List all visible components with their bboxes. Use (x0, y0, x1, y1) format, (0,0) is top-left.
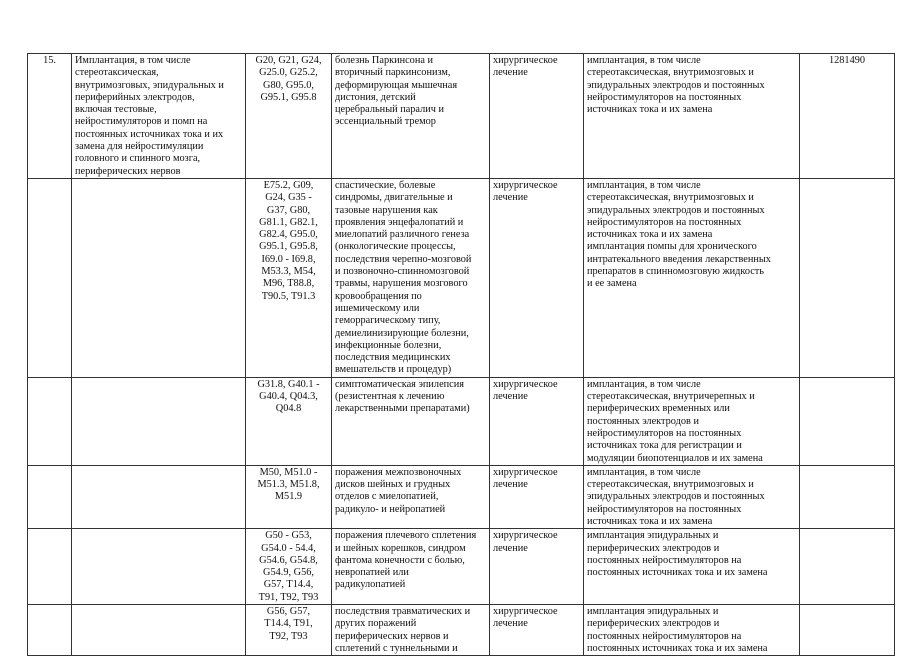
treatment-type-cell (490, 465, 584, 528)
treatment-method-line: интратекального введения лекарственных (587, 253, 771, 265)
treatment-method-line: источниках тока и их замена (587, 515, 713, 527)
treatment-method-line: стереотаксическая, внутримозговых и (587, 192, 754, 204)
treatment-type-line: лечение (493, 618, 528, 630)
procedure-name-cell (72, 178, 246, 377)
treatment-method-cell (584, 377, 800, 465)
treatment-method-line: постоянных нейростимуляторов на (587, 554, 742, 566)
icd-codes-line: Q04.8 (275, 403, 302, 415)
patient-model-line: вмешательств и процедур) (335, 364, 452, 376)
icd-codes-cell (246, 465, 332, 528)
patient-model-cell (332, 605, 490, 656)
treatment-type-line: хирургическое (493, 606, 558, 618)
patient-model-line: синдромы, двигательные и (335, 192, 453, 204)
procedure-name-line: нейростимуляторов и помп на (75, 116, 208, 128)
treatment-method-cell (584, 529, 800, 605)
table-body (28, 54, 895, 656)
icd-codes-line: G56, G57, (266, 606, 311, 618)
procedure-name-cell (72, 377, 246, 465)
icd-codes-line: G54.6, G54.8, (259, 554, 318, 566)
treatment-type-line: хирургическое (493, 179, 558, 191)
treatment-method-line: имплантация, в том числе (587, 466, 701, 478)
treatment-method-line: периферических временных или (587, 403, 730, 415)
price-cell (800, 529, 895, 605)
treatment-type-line: хирургическое (493, 55, 558, 66)
treatment-type-line: лечение (493, 479, 528, 491)
icd-codes-line: G50 - G53, (265, 530, 312, 542)
treatment-type-line: хирургическое (493, 530, 558, 542)
patient-model-line: радикуло- и нейропатией (335, 503, 446, 515)
icd-codes-line: G31.8, G40.1 - (257, 378, 320, 390)
patient-model-line: поражения межпозвоночных (335, 466, 462, 478)
patient-model-line: церебральный паралич и (335, 104, 444, 116)
patient-model-line: сплетений с туннельными и (335, 642, 458, 654)
table-row (28, 377, 895, 465)
table-row (28, 529, 895, 605)
treatment-method-line: нейростимуляторов на постоянных (587, 427, 742, 439)
icd-codes-line: T14.4, T91, (264, 618, 313, 630)
treatment-method-line: эпидуральных электродов и постоянных (587, 204, 765, 216)
icd-codes-cell (246, 605, 332, 656)
treatment-method-cell (584, 178, 800, 377)
treatment-method-line: препаратов в спинномозговую жидкость (587, 266, 764, 278)
treatment-method-line: имплантация, в том числе (587, 378, 701, 390)
treatment-type-cell (490, 178, 584, 377)
procedure-name-line: Имплантация, в том числе (75, 55, 191, 66)
treatment-method-cell (584, 54, 800, 179)
procedure-name-line: периферических нервов (75, 165, 181, 177)
treatment-method-line: постоянных источниках тока и их замена (587, 567, 768, 579)
treatment-type-cell (490, 529, 584, 605)
patient-model-line: демиелинизирующие болезни, (335, 327, 469, 339)
patient-model-cell (332, 54, 490, 179)
treatment-type-line: лечение (493, 192, 528, 204)
price-cell (800, 377, 895, 465)
treatment-method-line: нейростимуляторов на постоянных (587, 503, 742, 515)
patient-model-line: периферических нервов и (335, 630, 449, 642)
patient-model-line: последствия медицинских (335, 352, 451, 364)
row-number-cell (28, 605, 72, 656)
procedure-name-line: периферийных электродов, (75, 91, 195, 103)
treatment-method-line: нейростимуляторов на постоянных (587, 216, 742, 228)
procedure-name-cell (72, 465, 246, 528)
treatment-method-line: периферических электродов и (587, 618, 720, 630)
patient-model-line: поражения плечевого сплетения (335, 530, 477, 542)
icd-codes-line: G57, T14.4, (263, 579, 314, 591)
treatment-method-line: нейростимуляторов на постоянных (587, 91, 742, 103)
row-number-cell (28, 178, 72, 377)
icd-codes-line: G80, G95.0, (263, 79, 314, 91)
patient-model-line: последствия травматических и (335, 606, 471, 618)
treatment-method-line: и ее замена (587, 278, 637, 290)
patient-model-cell (332, 178, 490, 377)
icd-codes-line: G82.4, G95.0, (259, 229, 318, 241)
treatment-method-line: постоянных электродов и (587, 415, 699, 427)
price-cell (800, 465, 895, 528)
treatment-method-line: имплантация, в том числе (587, 179, 701, 191)
patient-model-cell (332, 465, 490, 528)
icd-codes-cell (246, 54, 332, 179)
patient-model-cell (332, 377, 490, 465)
icd-codes-line: G95.1, G95.8, (259, 241, 318, 253)
treatment-method-line: имплантация помпы для хронического (587, 241, 757, 253)
icd-codes-line: G24, G35 - (265, 192, 312, 204)
patient-model-line: дистония, детский (335, 91, 416, 103)
patient-model-line: лекарственными препаратами) (335, 403, 470, 415)
treatment-method-cell (584, 465, 800, 528)
row-number-text: 15. (43, 55, 56, 66)
treatment-method-line: имплантация, в том числе (587, 55, 701, 66)
procedure-name-cell (72, 605, 246, 656)
patient-model-line: проявления энцефалопатий и (335, 216, 464, 228)
icd-codes-line: T90.5, T91.3 (261, 290, 316, 302)
icd-codes-line: M53.3, M54, (261, 266, 316, 278)
treatment-method-line: модуляции биопотенциалов и их замена (587, 452, 763, 464)
procedure-name-line: внутримозговых, эпидуральных и (75, 79, 224, 91)
treatment-method-line: постоянных нейростимуляторов на (587, 630, 742, 642)
patient-model-line: радикулопатией (335, 579, 406, 591)
treatment-type-cell (490, 377, 584, 465)
treatment-method-line: эпидуральных электродов и постоянных (587, 491, 765, 503)
icd-codes-line: M50, M51.0 - (259, 466, 318, 478)
row-number-cell (28, 465, 72, 528)
icd-codes-line: M51.9 (274, 491, 303, 503)
procedure-name-line: стереотаксическая, (75, 67, 159, 79)
icd-codes-line: E75.2, G09, (263, 179, 314, 191)
icd-codes-cell (246, 529, 332, 605)
patient-model-line: ишемическому или (335, 302, 420, 314)
icd-codes-line: G40.4, Q04.3, (259, 391, 318, 403)
treatment-type-line: хирургическое (493, 466, 558, 478)
patient-model-line: тазовые нарушения как (335, 204, 438, 216)
table-row (28, 178, 895, 377)
treatment-type-cell (490, 54, 584, 179)
treatment-type-line: лечение (493, 67, 528, 79)
patient-model-line: миелопатий различного генеза (335, 229, 470, 241)
patient-model-line: (резистентная к лечению (335, 391, 445, 403)
treatment-method-line: источниках тока и их замена (587, 104, 713, 116)
treatment-method-line: периферических электродов и (587, 542, 720, 554)
patient-model-line: отделов с миелопатией, (335, 491, 439, 503)
icd-codes-line: G81.1, G82.1, (259, 216, 318, 228)
procedure-name-cell (72, 529, 246, 605)
row-number-cell (28, 529, 72, 605)
treatment-method-line: источниках тока и их замена (587, 229, 713, 241)
price-text: 1281490 (828, 55, 866, 66)
table-row (28, 54, 895, 179)
icd-codes-line: M96, T88.8, (262, 278, 315, 290)
patient-model-cell (332, 529, 490, 605)
row-number-cell (28, 54, 72, 179)
treatment-method-line: имплантация эпидуральных и (587, 530, 719, 542)
procedure-name-cell (72, 54, 246, 179)
icd-codes-line: T92, T93 (269, 630, 308, 642)
patient-model-line: других поражений (335, 618, 417, 630)
patient-model-line: дисков шейных и грудных (335, 479, 451, 491)
patient-model-line: геморрагическому типу, (335, 315, 441, 327)
treatment-type-line: хирургическое (493, 378, 558, 390)
treatment-method-line: стереотаксическая, внутримозговых и (587, 479, 754, 491)
price-cell (800, 54, 895, 179)
treatment-method-line: эпидуральных электродов и постоянных (587, 79, 765, 91)
treatment-type-cell (490, 605, 584, 656)
procedure-name-line: головного и спинного мозга, (75, 153, 201, 165)
table-row (28, 605, 895, 656)
patient-model-line: и позвоночно-спинномозговой (335, 266, 470, 278)
treatment-method-line: стереотаксическая, внутримозговых и (587, 67, 754, 79)
price-cell (800, 605, 895, 656)
table-row (28, 465, 895, 528)
procedure-name-line: включая тестовые, (75, 104, 157, 116)
patient-model-line: травмы, нарушения мозгового (335, 278, 468, 290)
icd-codes-line: M51.3, M51.8, (257, 479, 320, 491)
patient-model-line: инфекционные болезни, (335, 339, 442, 351)
icd-codes-line: G54.0 - 54.4, (261, 542, 316, 554)
patient-model-line: эссенциальный тремор (335, 116, 436, 128)
patient-model-line: вторичный паркинсонизм, (335, 67, 451, 79)
icd-codes-line: I69.0 - I69.8, (261, 253, 316, 265)
icd-codes-line: G25.0, G25.2, (259, 67, 318, 79)
icd-codes-line: T91, T92, T93 (258, 591, 319, 603)
patient-model-line: и шейных корешков, синдром (335, 542, 466, 554)
patient-model-line: фантома конечности с болью, (335, 554, 465, 566)
patient-model-line: спастические, болевые (335, 179, 436, 191)
patient-model-line: болезнь Паркинсона и (335, 55, 433, 66)
price-cell (800, 178, 895, 377)
treatment-method-line: стереотаксическая, внутричерепных и (587, 391, 755, 403)
icd-codes-cell (246, 377, 332, 465)
patient-model-line: последствия черепно-мозговой (335, 253, 472, 265)
row-number-cell (28, 377, 72, 465)
treatment-method-line: постоянных источниках тока и их замена (587, 642, 768, 654)
treatment-type-line: лечение (493, 542, 528, 554)
patient-model-line: невропатией или (335, 567, 409, 579)
medical-services-table (27, 53, 895, 656)
treatment-type-line: лечение (493, 391, 528, 403)
icd-codes-cell (246, 178, 332, 377)
treatment-method-cell (584, 605, 800, 656)
patient-model-line: деформирующая мышечная (335, 79, 458, 91)
patient-model-line: (онкологические процессы, (335, 241, 456, 253)
icd-codes-line: G37, G80, (266, 204, 311, 216)
procedure-name-line: замена для нейростимуляции (75, 141, 204, 153)
icd-codes-line: G54.9, G56, (263, 567, 314, 579)
document-page (27, 53, 894, 656)
treatment-method-line: имплантация эпидуральных и (587, 606, 719, 618)
treatment-method-line: источниках тока для регистрации и (587, 440, 742, 452)
icd-codes-line: G95.1, G95.8 (260, 91, 317, 103)
patient-model-line: симптоматическая эпилепсия (335, 378, 464, 390)
patient-model-line: кровообращения по (335, 290, 422, 302)
icd-codes-line: G20, G21, G24, (255, 55, 322, 66)
procedure-name-line: постоянных источниках тока и их (75, 128, 224, 140)
